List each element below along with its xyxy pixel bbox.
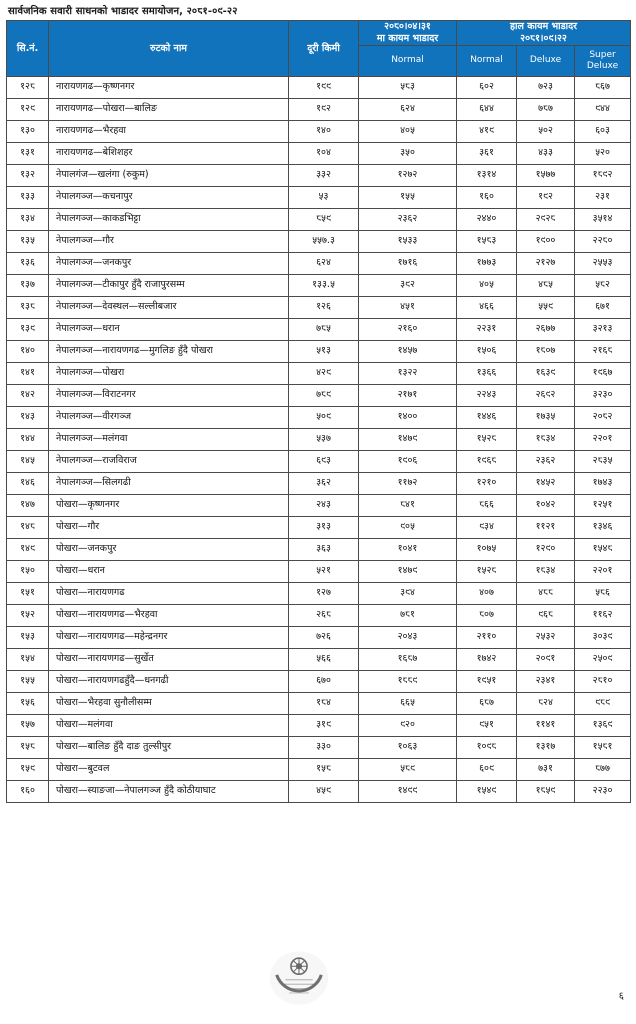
table-row [7, 583, 631, 605]
super-deluxe-line1: Super [589, 49, 616, 60]
cell-route: नेपालगञ्ज—कचनापुर [49, 187, 289, 209]
cell-route: पोखरा—स्याङजा—नेपालगञ्ज हुँदै कोठीयाघाट [49, 781, 289, 803]
table-row [7, 649, 631, 671]
cell-sn: १४२ [7, 385, 49, 407]
table-row [7, 143, 631, 165]
cell-distance: १९९ [289, 77, 359, 99]
cell-super-deluxe: ३२१३ [575, 319, 631, 341]
cell-old-normal: १४५७ [359, 341, 457, 363]
cell-normal: ६०२ [457, 77, 517, 99]
table-row [7, 737, 631, 759]
cell-sn: १२८ [7, 77, 49, 99]
cell-deluxe: ११२१ [517, 517, 575, 539]
cell-route: नारायणगढ—कृष्णनगर [49, 77, 289, 99]
cell-distance: ६२४ [289, 253, 359, 275]
current-fare-label: हाल कायम भाडादर [509, 21, 578, 32]
cell-distance: ३३२ [289, 165, 359, 187]
cell-normal: ३६१ [457, 143, 517, 165]
cell-distance: १४० [289, 121, 359, 143]
cell-route: नेपालगञ्ज—गौर [49, 231, 289, 253]
cell-normal: ४१९ [457, 121, 517, 143]
cell-old-normal: १२७२ [359, 165, 457, 187]
column-header-distance: दूरी किमी [289, 21, 359, 77]
cell-sn: १५२ [7, 605, 49, 627]
cell-old-normal: ५८३ [359, 77, 457, 99]
cell-super-deluxe: १९६७ [575, 363, 631, 385]
cell-super-deluxe: ६०३ [575, 121, 631, 143]
column-header-super-deluxe [575, 45, 631, 77]
column-header-route: रुटको नाम [49, 21, 289, 77]
cell-super-deluxe: २५०९ [575, 649, 631, 671]
cell-super-deluxe: १३४६ [575, 517, 631, 539]
cell-normal: ९३४ [457, 517, 517, 539]
cell-distance: १२६ [289, 297, 359, 319]
cell-route: नेपालगञ्ज—विराटनगर [49, 385, 289, 407]
cell-sn: १३४ [7, 209, 49, 231]
table-row [7, 99, 631, 121]
cell-route: नेपालगञ्ज—सिलगढी [49, 473, 289, 495]
cell-super-deluxe: ५८२ [575, 275, 631, 297]
cell-distance: २४३ [289, 495, 359, 517]
cell-deluxe: ७३१ [517, 759, 575, 781]
cell-old-normal: १४७९ [359, 561, 457, 583]
cell-route: पोखरा—नारायणगढ [49, 583, 289, 605]
table-row [7, 231, 631, 253]
cell-sn: १५९ [7, 759, 49, 781]
cell-route: नेपालगञ्ज—पोखरा [49, 363, 289, 385]
cell-deluxe: १९२ [517, 187, 575, 209]
page-number: ६ [618, 991, 624, 1002]
cell-normal: २४४० [457, 209, 517, 231]
cell-old-normal: १४७९ [359, 429, 457, 451]
cell-distance: १८४ [289, 693, 359, 715]
cell-route: पोखरा—नारायणगढ—सुर्खेत [49, 649, 289, 671]
cell-route: नारायणगढ—भैरहवा [49, 121, 289, 143]
cell-normal: ९५१ [457, 715, 517, 737]
cell-sn: १३५ [7, 231, 49, 253]
cell-super-deluxe: १२५१ [575, 495, 631, 517]
cell-distance: ७८५ [289, 319, 359, 341]
cell-normal: १७४२ [457, 649, 517, 671]
cell-distance: ३१३ [289, 517, 359, 539]
cell-old-normal: १४९९ [359, 781, 457, 803]
cell-route: नेपालगञ्ज—टीकापुर हुँदै राजापुरसम्म [49, 275, 289, 297]
cell-deluxe: २०९१ [517, 649, 575, 671]
cell-distance: ७८९ [289, 385, 359, 407]
cell-old-normal: ४५१ [359, 297, 457, 319]
cell-route: पोखरा—गौर [49, 517, 289, 539]
cell-route: नेपालगञ्ज—मलंगवा [49, 429, 289, 451]
table-row [7, 561, 631, 583]
cell-distance: ५०९ [289, 407, 359, 429]
column-header-deluxe: Deluxe [517, 45, 575, 77]
cell-distance: ५५७.३ [289, 231, 359, 253]
cell-deluxe: १४५२ [517, 473, 575, 495]
old-fare-date: २०८०।०४।३१ [384, 21, 431, 32]
cell-route: पोखरा—कृष्णनगर [49, 495, 289, 517]
cell-old-normal: १४०० [359, 407, 457, 429]
cell-route: नेपालगञ्ज—काकडभिट्टा [49, 209, 289, 231]
cell-old-normal: ३५० [359, 143, 457, 165]
cell-distance: ५३७ [289, 429, 359, 451]
column-header-old-normal: Normal [359, 45, 457, 77]
cell-super-deluxe: ३०३९ [575, 627, 631, 649]
cell-old-normal: २१७१ [359, 385, 457, 407]
cell-normal: १७७३ [457, 253, 517, 275]
cell-deluxe: १८३४ [517, 429, 575, 451]
cell-normal: ६८७ [457, 693, 517, 715]
cell-deluxe: १०४२ [517, 495, 575, 517]
cell-distance: ५२१ [289, 561, 359, 583]
cell-old-normal: ५८९ [359, 759, 457, 781]
cell-normal: १३६६ [457, 363, 517, 385]
cell-distance: ४२९ [289, 363, 359, 385]
cell-old-normal: १९०६ [359, 451, 457, 473]
table-row [7, 77, 631, 99]
cell-normal: १०९८ [457, 737, 517, 759]
cell-normal: १५२८ [457, 561, 517, 583]
government-seal-icon [268, 950, 330, 1006]
cell-old-normal: २३६२ [359, 209, 457, 231]
cell-super-deluxe: २५५३ [575, 253, 631, 275]
cell-normal: १०७५ [457, 539, 517, 561]
cell-route: पोखरा—भैरहवा सुनौलीसम्म [49, 693, 289, 715]
cell-distance: ५६६ [289, 649, 359, 671]
cell-old-normal: १०४१ [359, 539, 457, 561]
table-row [7, 429, 631, 451]
table-row [7, 605, 631, 627]
cell-normal: १३१४ [457, 165, 517, 187]
cell-old-normal: १५५ [359, 187, 457, 209]
cell-normal: ८०७ [457, 605, 517, 627]
cell-sn: १३१ [7, 143, 49, 165]
cell-sn: १४४ [7, 429, 49, 451]
cell-route: नारायणगढ—पोखरा—बालिङ [49, 99, 289, 121]
cell-normal: ८६६ [457, 495, 517, 517]
cell-super-deluxe: ५८६ [575, 583, 631, 605]
cell-deluxe: १३१७ [517, 737, 575, 759]
table-row [7, 341, 631, 363]
cell-route: नारायणगढ—बेशिशहर [49, 143, 289, 165]
cell-super-deluxe: ९८९ [575, 693, 631, 715]
cell-sn: १३७ [7, 275, 49, 297]
table-row [7, 759, 631, 781]
cell-sn: १५१ [7, 583, 49, 605]
cell-super-deluxe: १५४८ [575, 539, 631, 561]
cell-super-deluxe: ३२३० [575, 385, 631, 407]
cell-super-deluxe: ११६२ [575, 605, 631, 627]
cell-super-deluxe: १३६९ [575, 715, 631, 737]
cell-sn: १३२ [7, 165, 49, 187]
cell-sn: १५५ [7, 671, 49, 693]
cell-sn: १४६ [7, 473, 49, 495]
cell-normal: १९६८ [457, 451, 517, 473]
cell-deluxe: ७२३ [517, 77, 575, 99]
cell-super-deluxe: २०८२ [575, 407, 631, 429]
cell-old-normal: ११७२ [359, 473, 457, 495]
table-row [7, 517, 631, 539]
cell-super-deluxe: ८७७ [575, 759, 631, 781]
cell-sn: १५७ [7, 715, 49, 737]
page-footer [0, 942, 636, 1024]
cell-old-normal: २१६० [359, 319, 457, 341]
cell-super-deluxe: १५८१ [575, 737, 631, 759]
cell-old-normal: १५३३ [359, 231, 457, 253]
cell-old-normal: ६२४ [359, 99, 457, 121]
cell-distance: १९२ [289, 99, 359, 121]
cell-old-normal: ३९४ [359, 583, 457, 605]
cell-old-normal: १८८९ [359, 671, 457, 693]
cell-sn: १५० [7, 561, 49, 583]
cell-old-normal: १३२२ [359, 363, 457, 385]
cell-sn: १४९ [7, 539, 49, 561]
cell-sn: १६० [7, 781, 49, 803]
cell-sn: १२९ [7, 99, 49, 121]
table-row [7, 297, 631, 319]
cell-route: नेपालगञ्ज—जनकपुर [49, 253, 289, 275]
cell-distance: ६९३ [289, 451, 359, 473]
page-title: सार्वजनिक सवारी साधनको भाडादर समायोजन, २०८१-०९-२२ [8, 6, 238, 17]
table-body [7, 77, 631, 803]
cell-distance: ८५९ [289, 209, 359, 231]
current-fare-date: २०८१।०९।२२ [520, 32, 567, 44]
cell-old-normal: ९०५ [359, 517, 457, 539]
column-header-old-fare-group [359, 21, 457, 46]
cell-deluxe: २६७७ [517, 319, 575, 341]
cell-super-deluxe: ३५१४ [575, 209, 631, 231]
table-row [7, 495, 631, 517]
cell-sn: १३६ [7, 253, 49, 275]
cell-old-normal: ४०५ [359, 121, 457, 143]
table-row [7, 253, 631, 275]
cell-sn: १४० [7, 341, 49, 363]
cell-route: नेपालगञ्ज—नारायणगढ—मुगलिङ हुँदै पोखरा [49, 341, 289, 363]
cell-deluxe: २६९२ [517, 385, 575, 407]
cell-super-deluxe: २२०१ [575, 429, 631, 451]
cell-deluxe: २५३२ [517, 627, 575, 649]
cell-super-deluxe: २२०१ [575, 561, 631, 583]
cell-distance: ४५९ [289, 781, 359, 803]
cell-route: पोखरा—धरान [49, 561, 289, 583]
cell-route: नेपालगञ्ज—वीरगञ्ज [49, 407, 289, 429]
table-row [7, 473, 631, 495]
cell-distance: ५३ [289, 187, 359, 209]
cell-deluxe: १८५९ [517, 781, 575, 803]
table-row [7, 715, 631, 737]
cell-deluxe: २१२७ [517, 253, 575, 275]
fare-table [6, 20, 631, 803]
cell-distance: ७२६ [289, 627, 359, 649]
table-header [7, 21, 631, 77]
cell-sn: १३८ [7, 297, 49, 319]
cell-deluxe: ५०२ [517, 121, 575, 143]
cell-route: पोखरा—नारायणगढ—महेन्द्रनगर [49, 627, 289, 649]
cell-old-normal: २०४३ [359, 627, 457, 649]
cell-route: पोखरा—नारायणगढ—भैरहवा [49, 605, 289, 627]
cell-normal: १९५१ [457, 671, 517, 693]
cell-normal: ६४४ [457, 99, 517, 121]
cell-distance: ३३० [289, 737, 359, 759]
cell-sn: १५८ [7, 737, 49, 759]
table-row [7, 781, 631, 803]
cell-normal: ४०७ [457, 583, 517, 605]
cell-sn: १४३ [7, 407, 49, 429]
cell-sn: १४७ [7, 495, 49, 517]
cell-normal: १५८३ [457, 231, 517, 253]
table-row [7, 209, 631, 231]
table-row [7, 451, 631, 473]
cell-distance: ५१३ [289, 341, 359, 363]
cell-super-deluxe: २८१० [575, 671, 631, 693]
cell-normal: २११० [457, 627, 517, 649]
cell-route: पोखरा—नारायणगढहुँदै—धनगढी [49, 671, 289, 693]
table-row [7, 627, 631, 649]
cell-super-deluxe: २१६८ [575, 341, 631, 363]
cell-route: पोखरा—जनकपुर [49, 539, 289, 561]
cell-normal: १६० [457, 187, 517, 209]
cell-distance: ३६२ [289, 473, 359, 495]
cell-sn: १३९ [7, 319, 49, 341]
cell-deluxe: ७८७ [517, 99, 575, 121]
cell-deluxe: ४८५ [517, 275, 575, 297]
cell-sn: १४५ [7, 451, 49, 473]
cell-deluxe: २३६२ [517, 451, 575, 473]
table-row [7, 275, 631, 297]
cell-old-normal: ८४१ [359, 495, 457, 517]
cell-route: नेपालगञ्ज—धरान [49, 319, 289, 341]
cell-distance: ३१९ [289, 715, 359, 737]
cell-old-normal: ३९२ [359, 275, 457, 297]
table-row [7, 363, 631, 385]
cell-normal: ४०५ [457, 275, 517, 297]
cell-deluxe: ४८८ [517, 583, 575, 605]
table-row [7, 319, 631, 341]
table-row [7, 671, 631, 693]
cell-route: नेपालगंज—खलंगा (रुकुम) [49, 165, 289, 187]
old-fare-label: मा कायम भाडादर [376, 32, 439, 44]
cell-deluxe: ४३३ [517, 143, 575, 165]
cell-deluxe: ५५९ [517, 297, 575, 319]
table-row [7, 407, 631, 429]
cell-normal: १५२८ [457, 429, 517, 451]
cell-normal: १५४९ [457, 781, 517, 803]
cell-sn: १५४ [7, 649, 49, 671]
cell-deluxe: १८३४ [517, 561, 575, 583]
cell-route: नेपालगञ्ज—राजविराज [49, 451, 289, 473]
column-header-sn: सि.नं. [7, 21, 49, 77]
cell-deluxe: ९६८ [517, 605, 575, 627]
cell-super-deluxe: ५२० [575, 143, 631, 165]
table-row [7, 385, 631, 407]
cell-normal: १५०६ [457, 341, 517, 363]
cell-super-deluxe: १७४३ [575, 473, 631, 495]
cell-sn: १३३ [7, 187, 49, 209]
cell-super-deluxe: २२८० [575, 231, 631, 253]
cell-old-normal: १७१६ [359, 253, 457, 275]
column-header-normal: Normal [457, 45, 517, 77]
cell-super-deluxe: ६७१ [575, 297, 631, 319]
cell-deluxe: ८२४ [517, 693, 575, 715]
cell-distance: १३३.५ [289, 275, 359, 297]
cell-deluxe: १६३९ [517, 363, 575, 385]
column-header-current-fare-group [457, 21, 631, 46]
cell-sn: १४१ [7, 363, 49, 385]
cell-deluxe: २९२८ [517, 209, 575, 231]
cell-deluxe: ११४१ [517, 715, 575, 737]
cell-distance: १०४ [289, 143, 359, 165]
cell-super-deluxe: ९४४ [575, 99, 631, 121]
table-row [7, 539, 631, 561]
cell-distance: ६७० [289, 671, 359, 693]
cell-super-deluxe: २३१ [575, 187, 631, 209]
cell-old-normal: ६६५ [359, 693, 457, 715]
cell-old-normal: १६८७ [359, 649, 457, 671]
cell-distance: १५८ [289, 759, 359, 781]
cell-deluxe: १७३५ [517, 407, 575, 429]
cell-old-normal: १०६३ [359, 737, 457, 759]
cell-route: पोखरा—मलंगवा [49, 715, 289, 737]
cell-route: पोखरा—बालिङ हुँदै दाङ तुल्सीपुर [49, 737, 289, 759]
table-row [7, 165, 631, 187]
cell-sn: १५६ [7, 693, 49, 715]
cell-super-deluxe: १८९२ [575, 165, 631, 187]
cell-normal: १४४६ [457, 407, 517, 429]
table-row [7, 187, 631, 209]
table-row [7, 693, 631, 715]
cell-deluxe: १५७७ [517, 165, 575, 187]
cell-super-deluxe: २८३५ [575, 451, 631, 473]
cell-distance: १२७ [289, 583, 359, 605]
cell-normal: ४६६ [457, 297, 517, 319]
cell-normal: १२१० [457, 473, 517, 495]
cell-super-deluxe: २२३० [575, 781, 631, 803]
cell-old-normal: ९२० [359, 715, 457, 737]
cell-old-normal: ७८१ [359, 605, 457, 627]
cell-sn: १३० [7, 121, 49, 143]
header-row-group [7, 21, 631, 46]
cell-normal: ६०९ [457, 759, 517, 781]
cell-distance: २६८ [289, 605, 359, 627]
cell-route: पोखरा—बुटवल [49, 759, 289, 781]
super-deluxe-line2: Deluxe [586, 61, 619, 71]
cell-normal: २२४३ [457, 385, 517, 407]
cell-route: नेपालगञ्ज—देवस्थल—सल्लीबजार [49, 297, 289, 319]
cell-normal: २२३१ [457, 319, 517, 341]
cell-distance: ३६३ [289, 539, 359, 561]
cell-sn: १५३ [7, 627, 49, 649]
cell-deluxe: २३४१ [517, 671, 575, 693]
cell-sn: १४८ [7, 517, 49, 539]
cell-deluxe: १८०७ [517, 341, 575, 363]
cell-deluxe: १२९० [517, 539, 575, 561]
table-row [7, 121, 631, 143]
cell-deluxe: १९०० [517, 231, 575, 253]
cell-super-deluxe: ८६७ [575, 77, 631, 99]
